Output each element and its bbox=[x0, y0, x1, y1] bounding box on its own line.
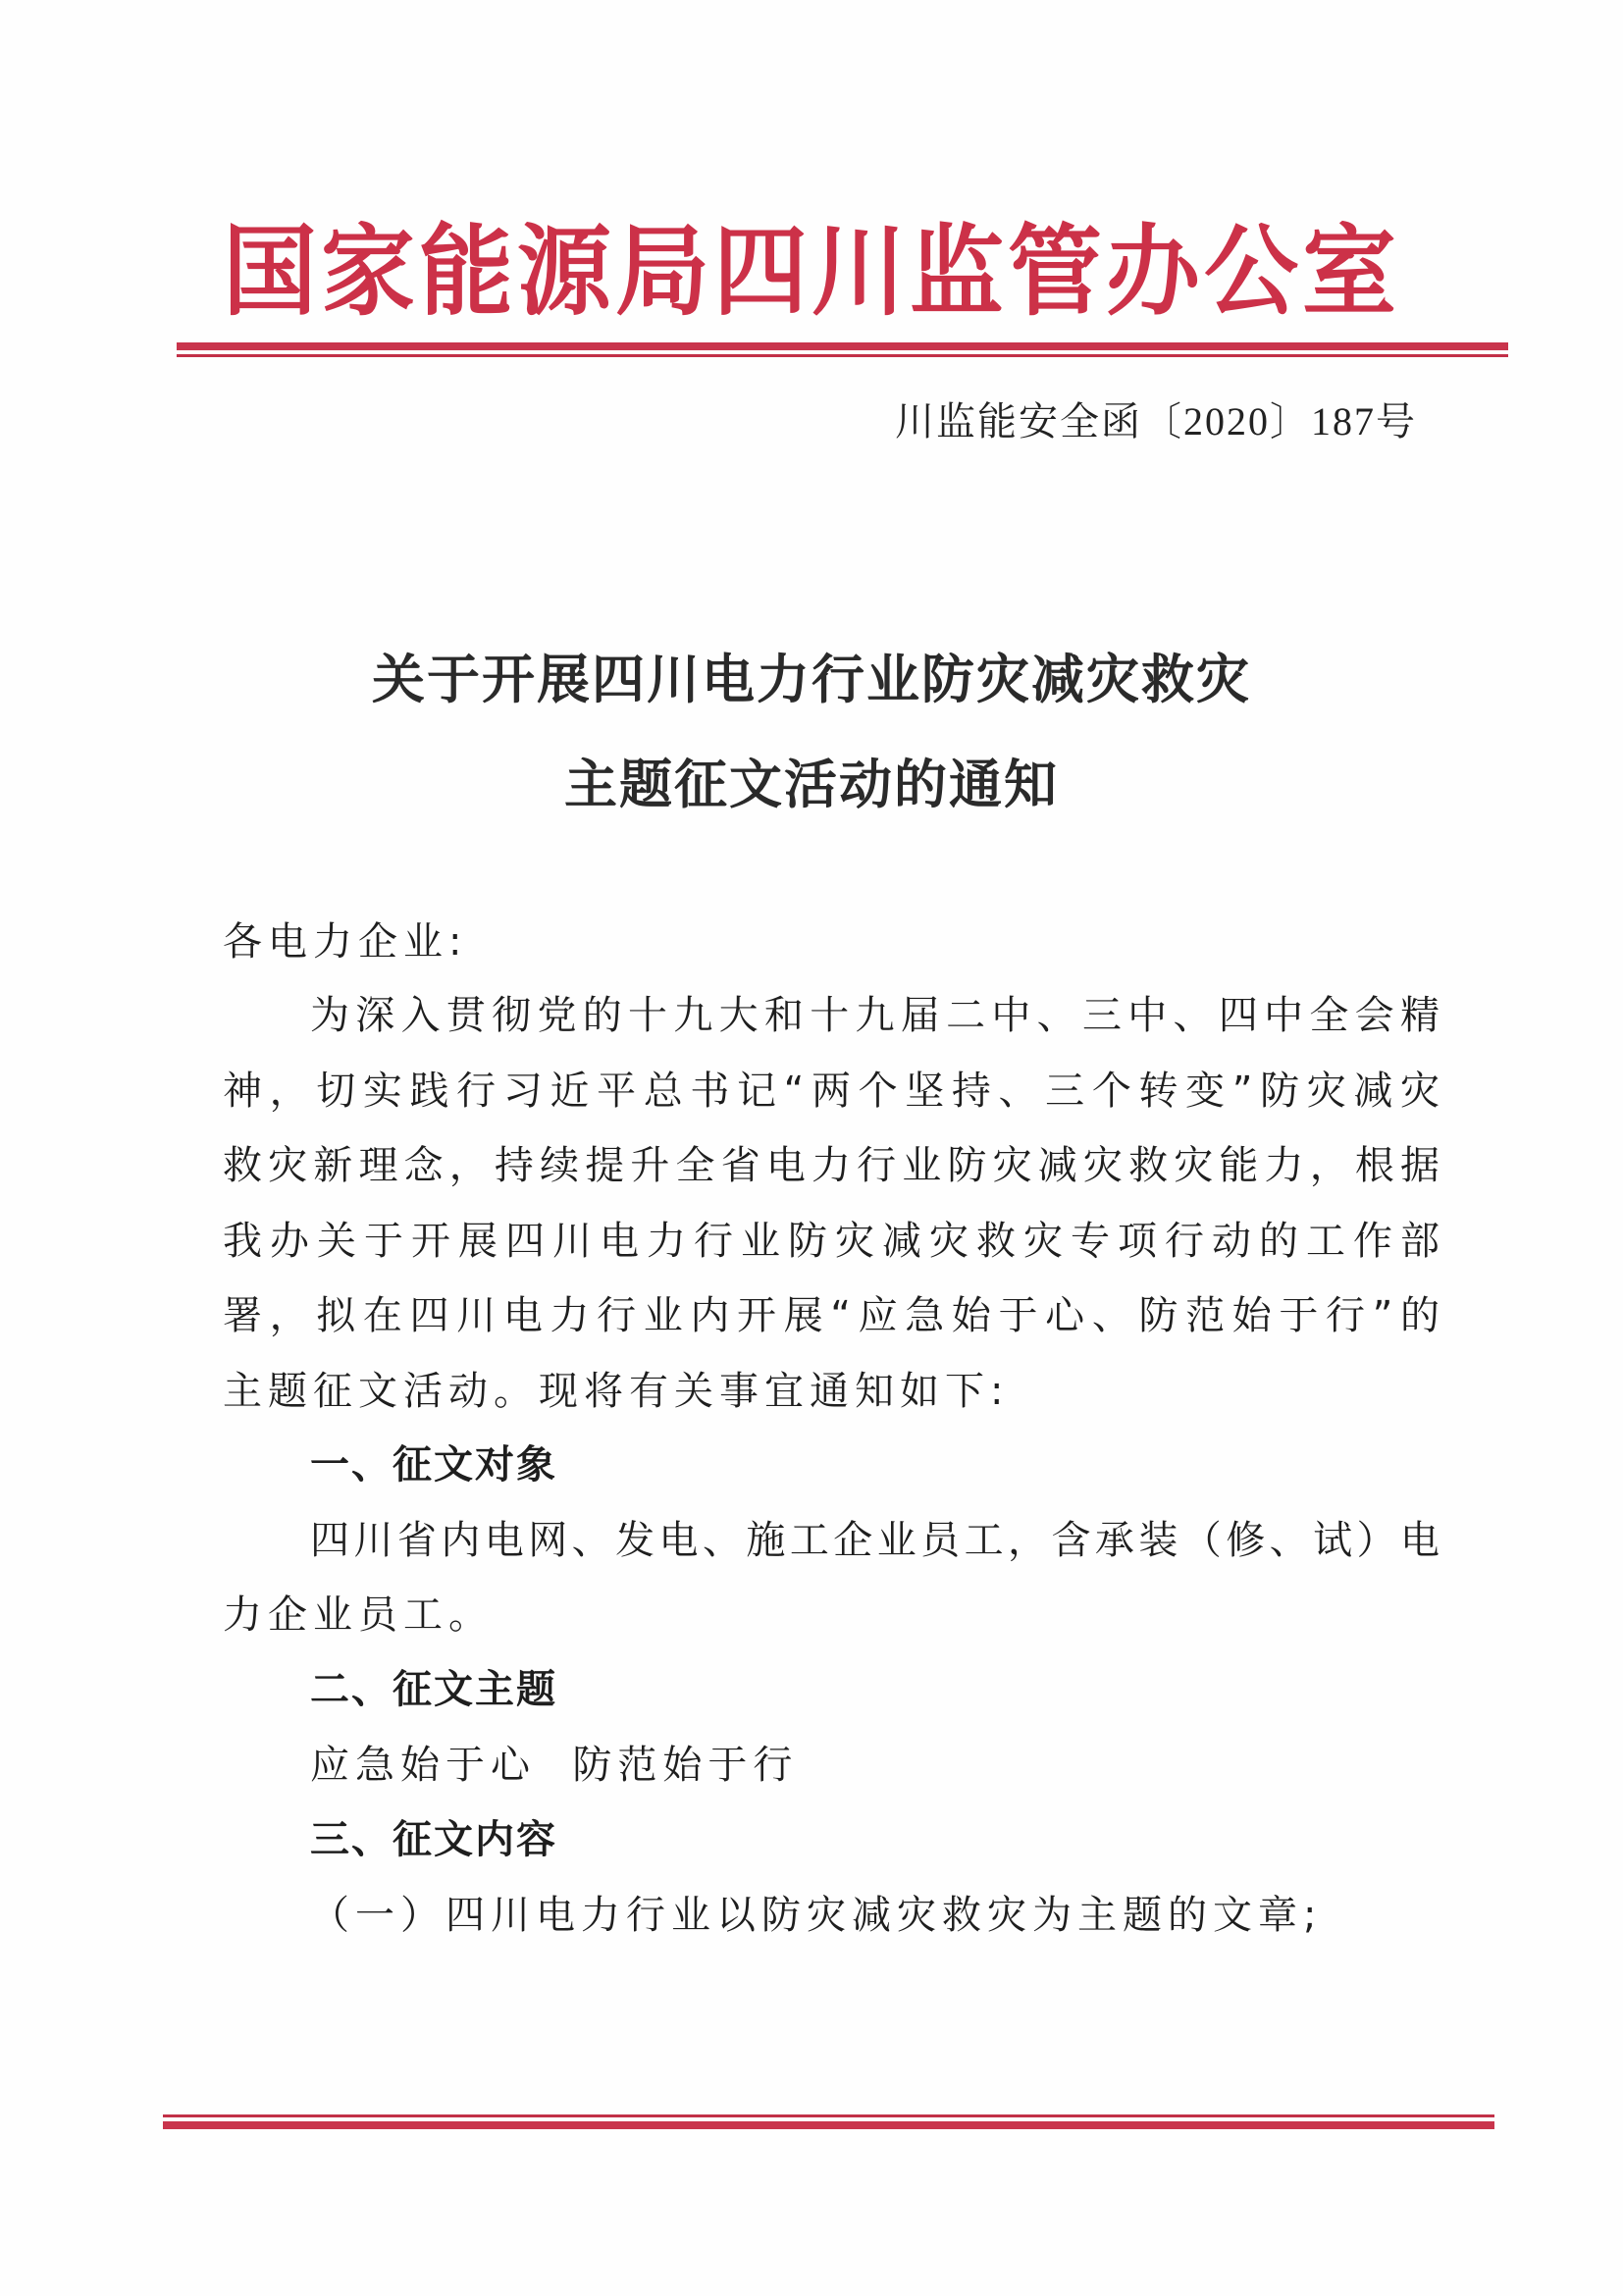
intro-line: 我办关于开展四川电力行业防灾减灾救灾专项行动的工作部 bbox=[223, 1219, 1440, 1264]
header-rule-thick bbox=[177, 342, 1508, 350]
title-line-2: 主题征文活动的通知 bbox=[564, 753, 1059, 815]
footer-rule-thin bbox=[163, 2114, 1494, 2117]
intro-line: 神，切实践行习近平总书记“两个坚持、三个转变”防灾减灾 bbox=[223, 1069, 1440, 1114]
section-heading-2: 二、征文主题 bbox=[310, 1667, 557, 1712]
salutation: 各电力企业: bbox=[223, 919, 468, 965]
footer-rule-thick bbox=[163, 2121, 1494, 2129]
intro-line: 救灾新理念，持续提升全省电力行业防灾减灾救灾能力，根据 bbox=[223, 1143, 1440, 1188]
organization-header: 国家能源局四川监管办公室 bbox=[223, 213, 1400, 330]
section-2-line: 应急始于心 防范始于行 bbox=[310, 1743, 799, 1788]
intro-line: 主题征文活动。现将有关事宜通知如下: bbox=[223, 1369, 1010, 1414]
section-heading-3: 三、征文内容 bbox=[310, 1817, 557, 1862]
intro-line: 署，拟在四川电力行业内开展“应急始于心、防范始于行”的 bbox=[223, 1293, 1440, 1338]
header-rule-thin bbox=[177, 354, 1508, 357]
title-line-1: 关于开展四川电力行业防灾减灾救灾 bbox=[372, 648, 1251, 710]
section-heading-1: 一、征文对象 bbox=[310, 1442, 557, 1487]
section-1-line: 四川省内电网、发电、施工企业员工，含承装（修、试）电 bbox=[310, 1518, 1440, 1563]
section-1-line: 力企业员工。 bbox=[223, 1592, 494, 1638]
section-3-line: （一）四川电力行业以防灾减灾救灾为主题的文章; bbox=[310, 1893, 1323, 1938]
intro-line: 为深入贯彻党的十九大和十九届二中、三中、四中全会精 bbox=[310, 993, 1440, 1038]
document-number: 川监能安全函〔2020〕187号 bbox=[895, 399, 1417, 444]
